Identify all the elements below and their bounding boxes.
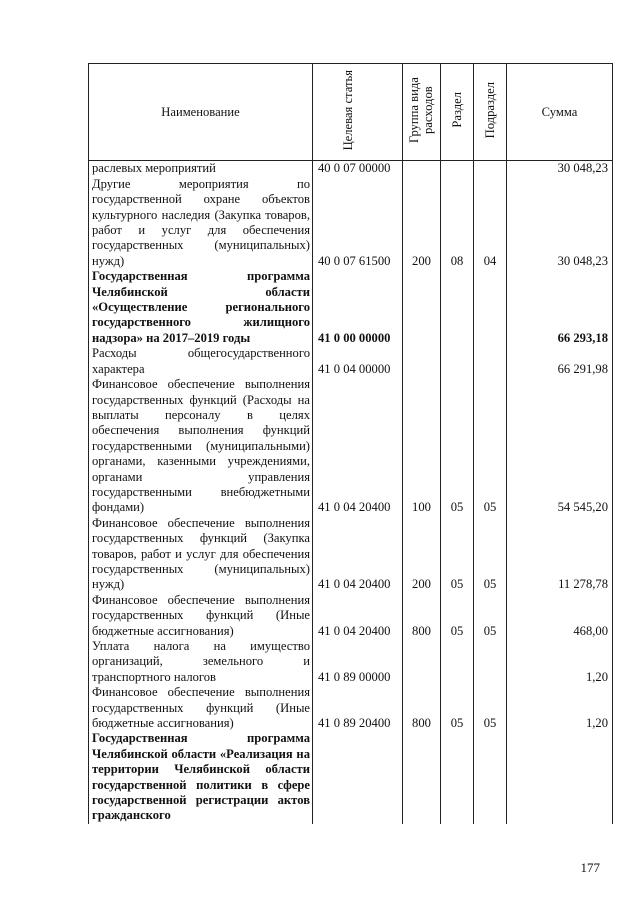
row-name: Другие мероприятия по государственной охране объектов культурного наследия (Закупка товаров, работ и услуг для обеспечения государственных (муниципальных) нужд)	[89, 177, 313, 269]
row-name: Уплата налога на имущество организаций, земельного и транспортного налогов	[89, 639, 313, 685]
row-sum: 30 048,23	[507, 161, 613, 177]
row-expense-group: 200	[403, 516, 441, 593]
row-sum: 468,00	[507, 593, 613, 639]
row-sum: 1,20	[507, 685, 613, 731]
header-expense-group: Группа вида расходов	[403, 64, 441, 161]
row-name: Финансовое обеспечение выполнения государственных функций (Иные бюджетные ассигнования)	[89, 593, 313, 639]
page-number: 177	[580, 860, 600, 875]
row-subsection: 05	[474, 377, 507, 516]
row-section	[441, 639, 474, 685]
table-header	[89, 64, 613, 161]
row-section: 08	[441, 177, 474, 269]
row-section: 05	[441, 516, 474, 593]
table-row	[89, 177, 613, 269]
row-sum: 11 278,78	[507, 516, 613, 593]
header-sum: Сумма	[507, 64, 613, 161]
row-subsection	[474, 346, 507, 377]
row-expense-group: 800	[403, 685, 441, 731]
row-expense-group	[403, 346, 441, 377]
row-expense-group	[403, 269, 441, 346]
row-name: Финансовое обеспечение выполнения государственных функций (Закупка товаров, работ и услуг для обеспечения государственных (муниципальных) нужд)	[89, 516, 313, 593]
row-name: Расходы общегосударственного характера	[89, 346, 313, 377]
table-row	[89, 685, 613, 731]
row-subsection: 05	[474, 593, 507, 639]
row-target-article: 41 0 04 20400	[313, 377, 403, 516]
row-subsection	[474, 639, 507, 685]
row-expense-group	[403, 161, 441, 177]
table-row	[89, 269, 613, 346]
row-sum: 66 291,98	[507, 346, 613, 377]
row-sum	[507, 731, 613, 823]
row-target-article: 41 0 04 20400	[313, 593, 403, 639]
row-sum: 54 545,20	[507, 377, 613, 516]
row-target-article: 40 0 07 00000	[313, 161, 403, 177]
row-sum: 30 048,23	[507, 177, 613, 269]
row-section: 05	[441, 593, 474, 639]
row-subsection: 05	[474, 516, 507, 593]
header-target-article: Целевая статья	[313, 64, 403, 161]
row-target-article	[313, 731, 403, 823]
row-name: Финансовое обеспечение выполнения государственных функций (Иные бюджетные ассигнования)	[89, 685, 313, 731]
row-expense-group: 800	[403, 593, 441, 639]
row-target-article: 41 0 89 20400	[313, 685, 403, 731]
row-subsection	[474, 269, 507, 346]
header-section: Раздел	[441, 64, 474, 161]
row-section: 05	[441, 377, 474, 516]
row-subsection: 05	[474, 685, 507, 731]
header-subsection: Подраздел	[474, 64, 507, 161]
row-target-article: 41 0 00 00000	[313, 269, 403, 346]
row-name: Государственная программа Челябинской области «Реализация на территории Челябинской области государственной политики в сфере государственной регистрации актов гражданского	[89, 731, 313, 823]
row-section	[441, 269, 474, 346]
row-expense-group	[403, 731, 441, 823]
row-target-article: 41 0 04 00000	[313, 346, 403, 377]
row-name: Государственная программа Челябинской области «Осуществление регионального государственного жилищного надзора» на 2017–2019 годы	[89, 269, 313, 346]
table-row	[89, 731, 613, 823]
row-name: Финансовое обеспечение выполнения государственных функций (Расходы на выплаты персоналу в целях обеспечения выполнения функций государственными (муниципальными) органами, казенными учреждениями, органами управления государственными внебюджетными фондами)	[89, 377, 313, 516]
row-section	[441, 731, 474, 823]
row-section	[441, 161, 474, 177]
row-section	[441, 346, 474, 377]
table-row	[89, 161, 613, 177]
table-row	[89, 593, 613, 639]
budget-table	[88, 63, 613, 824]
table-body	[89, 161, 613, 824]
header-name: Наименование	[89, 64, 313, 161]
row-target-article: 41 0 04 20400	[313, 516, 403, 593]
row-sum: 1,20	[507, 639, 613, 685]
row-sum: 66 293,18	[507, 269, 613, 346]
row-expense-group	[403, 639, 441, 685]
row-section: 05	[441, 685, 474, 731]
row-expense-group: 100	[403, 377, 441, 516]
table-row	[89, 639, 613, 685]
row-target-article: 40 0 07 61500	[313, 177, 403, 269]
table-row	[89, 516, 613, 593]
row-subsection	[474, 161, 507, 177]
row-target-article: 41 0 89 00000	[313, 639, 403, 685]
row-expense-group: 200	[403, 177, 441, 269]
table-row	[89, 346, 613, 377]
row-name: раслевых мероприятий	[89, 161, 313, 177]
table-row	[89, 377, 613, 516]
row-subsection: 04	[474, 177, 507, 269]
row-subsection	[474, 731, 507, 823]
